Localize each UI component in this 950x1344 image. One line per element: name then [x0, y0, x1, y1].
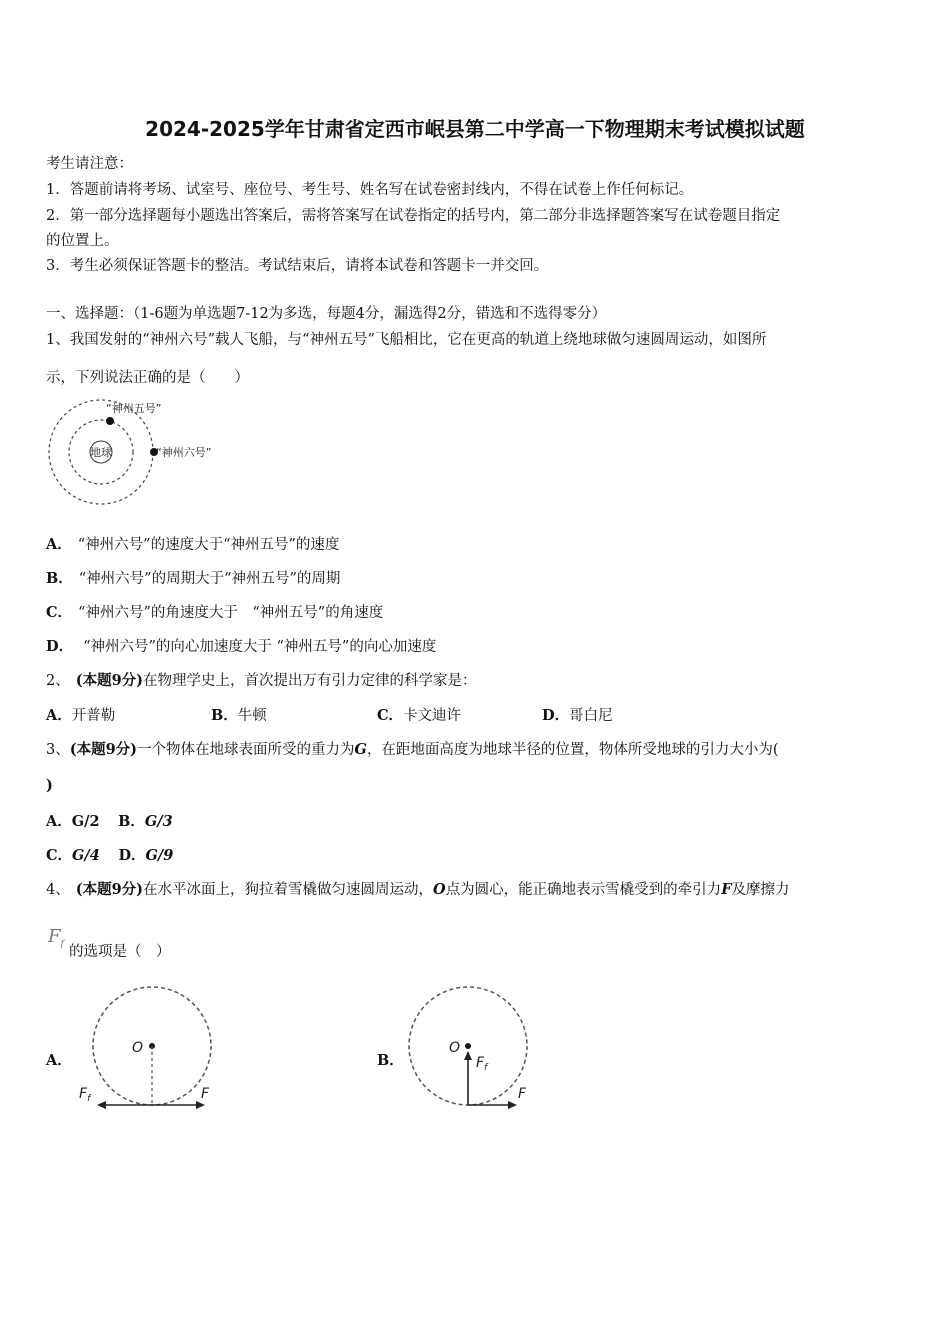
sat6-label: “神州六号”: [156, 446, 212, 459]
q3-option-c-text: G/4: [72, 847, 100, 864]
section-heading: 一、选择题：（1-6题为单选题7-12为多选，每题4分，漏选得2分，错选和不选得零分）: [46, 306, 607, 322]
q3-option-a-text: G/2: [71, 813, 100, 830]
q3-close-paren: ): [46, 777, 53, 794]
q1-option-c-text: “神州六号”的角速度大于 “神州五号”的角速度: [78, 605, 384, 621]
q4-o: O: [433, 881, 446, 898]
q2-text: 在物理学史上，首次提出万有引力定律的科学家是：: [143, 673, 477, 689]
q3-option-d-text: G/9: [145, 847, 174, 864]
figb-center-label: O: [449, 1040, 461, 1056]
q4-option-b-letter: B．: [377, 1052, 404, 1069]
q3-option-d-letter: D．: [118, 847, 146, 864]
q4-score: (本题9分): [75, 881, 144, 898]
notice-item-3: 3．考生必须保证答题卡的整洁。考试结束后，请将本试卷和答题卡一并交回。: [46, 258, 549, 274]
figa-arrow-f-head: [196, 1101, 205, 1109]
q1-option-d-text: “神州六号”的向心加速度大于 “神州五号”的向心加速度: [83, 639, 437, 655]
figa-f-label: F: [201, 1086, 210, 1102]
q2-option-d: [542, 704, 613, 725]
figb-ff-label: $F_f$: [476, 1055, 488, 1073]
q3-option-c-letter: C．: [46, 847, 73, 864]
q2-option-c-letter: C．: [377, 707, 404, 724]
q3-option-b-letter: B．: [118, 813, 145, 830]
q4-stem-line2: 的选项是（ ）: [69, 944, 171, 960]
q1-option-d: [46, 635, 436, 656]
sat5-dot: [106, 417, 114, 425]
q4-ff-letter: F: [48, 926, 61, 947]
page-title: 2024-2025学年甘肃省定西市岷县第二中学高一下物理期末考试模拟试题: [145, 117, 805, 141]
q4-stem-line1: [46, 878, 789, 899]
q1-option-c: [46, 601, 383, 622]
q3-stem: [46, 738, 779, 759]
q1-option-a-letter: A．: [46, 536, 72, 553]
orbit-figure: [46, 398, 246, 510]
figb-f-label: F: [518, 1086, 527, 1102]
q2-stem: [46, 669, 477, 690]
q4-text-b: 点为圆心，能正确地表示雪橇受到的牵引力: [445, 882, 722, 898]
figa-ff-label: $F_f$: [79, 1086, 91, 1104]
q2-option-d-text: 哥白尼: [569, 708, 613, 724]
q1-option-b-letter: B．: [46, 570, 73, 587]
q3-options-row1: [46, 810, 173, 831]
q3-option-b-text: G/3: [144, 813, 173, 830]
q1-option-a-text: “神州六号”的速度大于“神州五号”的速度: [77, 537, 340, 553]
q2-option-d-letter: D．: [542, 707, 570, 724]
q4-option-a-letter: A．: [46, 1052, 72, 1069]
q4-figure-a: [75, 983, 245, 1113]
q2-option-b: [211, 704, 267, 725]
q3-text-a: 一个物体在地球表面所受的重力为: [137, 742, 355, 758]
q3-score: (本题9分): [69, 741, 138, 758]
sat5-label: “神州五号”: [106, 402, 162, 415]
q4-text-a: 在水平冰面上，狗拉着雪橇做匀速圆周运动，: [143, 882, 434, 898]
q1-option-b: [46, 567, 340, 588]
q2-score: (本题9分): [75, 672, 144, 689]
q3-num: 3、: [46, 742, 70, 758]
q3-text-b: ，在距地面高度为地球半径的位置，物体所受地球的引力大小为(: [366, 742, 779, 758]
q1-stem-line2: 示，下列说法正确的是（ ）: [46, 370, 249, 386]
earth-label: 地球: [90, 446, 112, 459]
figb-center-dot: [465, 1043, 471, 1049]
q2-option-b-text: 牛顿: [237, 708, 267, 724]
q2-option-a: [46, 704, 115, 725]
figb-arrow-ff-head: [464, 1051, 472, 1060]
q1-stem-line1: 1、我国发射的“神州六号”载人飞船，与“神州五号”飞船相比，它在更高的轨道上绕地球做匀速圆周运动，如图所: [46, 332, 767, 348]
q1-option-a: [46, 533, 339, 554]
notice-item-2: 2．第一部分选择题每小题选出答案后，需将答案写在试卷指定的括号内，第二部分非选择题答案写在试卷题目指定: [46, 208, 781, 224]
notice-heading: 考生请注意：: [46, 156, 133, 172]
q4-f: F: [721, 881, 732, 898]
q4-ff-symbol: [48, 926, 64, 950]
q2-num: 2、: [46, 673, 70, 689]
q3-g: G: [354, 741, 367, 758]
q3-option-a-letter: A．: [46, 813, 72, 830]
figa-center-label: O: [132, 1040, 144, 1056]
q2-option-a-letter: A．: [46, 707, 72, 724]
q2-option-c-text: 卡文迪许: [403, 708, 462, 724]
q3-options-row2: [46, 844, 173, 865]
q4-num: 4、: [46, 882, 70, 898]
q1-option-b-text: “神州六号”的周期大于“神州五号”的周期: [78, 571, 341, 587]
figa-arrow-ff-head: [97, 1101, 106, 1109]
q2-option-b-letter: B．: [211, 707, 238, 724]
q4-figure-b: [405, 983, 575, 1113]
q1-option-c-letter: C．: [46, 604, 73, 621]
notice-item-2-cont: 的位置上。: [46, 233, 119, 249]
figb-arrow-f-head: [508, 1101, 517, 1109]
q4-text-c: 及摩擦力: [731, 882, 790, 898]
q1-option-d-letter: D．: [46, 638, 74, 655]
q4-ff-sub: f: [60, 939, 64, 950]
notice-item-1: 1．答题前请将考场、试室号、座位号、考生号、姓名写在试卷密封线内，不得在试卷上作任何标记。: [46, 182, 694, 198]
q2-option-c: [377, 704, 461, 725]
q2-option-a-text: 开普勒: [71, 708, 116, 724]
